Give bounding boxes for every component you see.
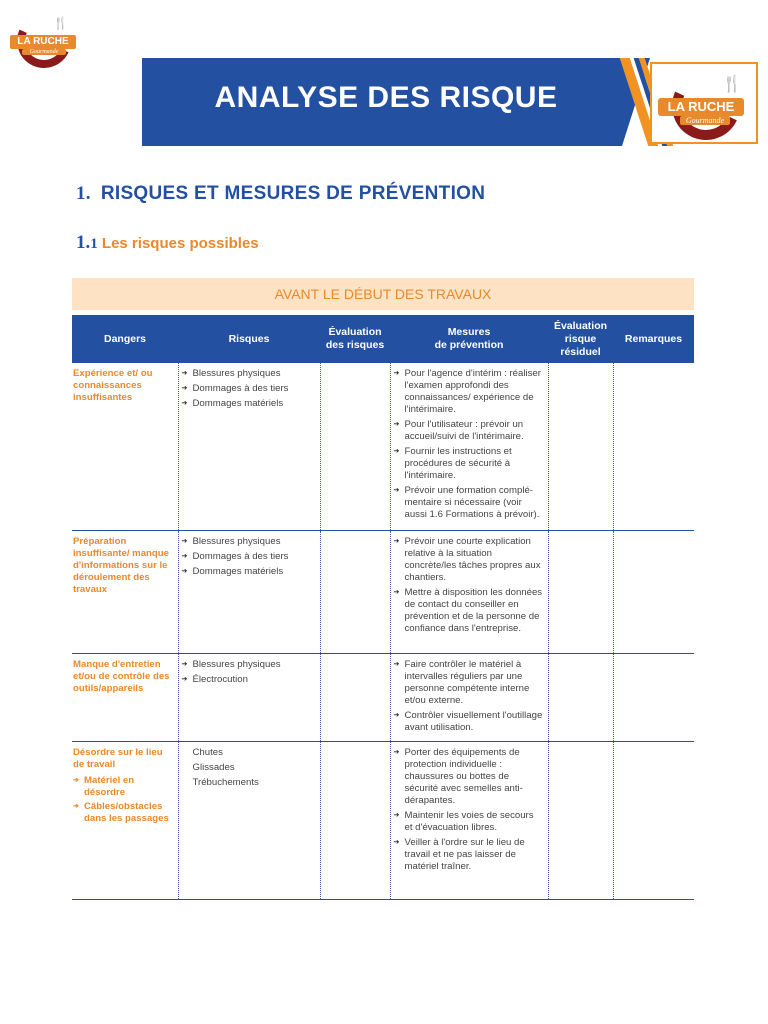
section-heading [76,183,485,205]
danger-cell [72,653,178,741]
measure-item: ➔ Prévoir une courte explication relative à la situation concrète/les tâches propres aux chantiers. [394,536,544,584]
danger-text: Expérience et/ ou connaissances insuffisantes [73,368,153,403]
measure-item: ➔ Pour l'utilisateur : prévoir un accueil/suivi de l'intérimaire. [394,419,544,443]
header-logo-box [650,62,758,144]
table-row [72,741,694,899]
risk-item: Trébuchements [192,776,259,788]
measure-item: ➔ Veiller à l'ordre sur le lieu de travail et ne pas laisser de matériel traîner. [394,837,544,873]
danger-text: Manque d'entretien et/ou de contrôle des outils/appareils [73,658,170,694]
table-row [72,363,694,530]
remarks-cell [613,741,694,899]
risk-evaluation-cell [320,741,390,899]
measures-cell [390,363,548,530]
column-header-mesures: Mesures de prévention [390,315,548,363]
danger-cell [72,363,178,530]
residual-evaluation-cell [548,741,613,899]
logo-text: LA RUCHE [10,35,76,49]
danger-text: Désordre sur le lieu de travail [73,746,163,770]
risk-item: ➔ Dommages matériels [182,398,320,410]
utensils-icon: 🍴 [53,16,68,30]
subsection-title: Les risques possibles [101,235,259,252]
danger-text: Préparation insuffisante/ manque d'informations sur le déroulement des travaux [73,535,169,595]
page-title: ANALYSE DES RISQUE [214,81,558,114]
header-banner [142,58,768,146]
measure-item: ➔ Faire contrôler le matériel à intervalles réguliers par une personne compétente interne et/ou externe. [394,659,544,707]
measure-item: ➔ Pour l'agence d'intérim : réaliser l'examen approfondi des connaissances/ expérience de l'intérimaire. [394,368,544,416]
remarks-cell [613,653,694,741]
measure-item: ➔ Fournir les instructions et procédures de sécurité à l'intérimaire. [394,446,544,482]
risks-cell [178,530,320,653]
measures-cell [390,741,548,899]
table-row [72,653,694,741]
risks-cell [178,653,320,741]
risk-evaluation-cell [320,653,390,741]
danger-sub-item: ➔ Matériel en désordre [73,775,174,799]
column-header-dangers: Dangers [72,315,178,363]
measure-item: ➔ Contrôler visuellement l'outillage avant utilisation. [394,710,544,734]
column-header-evaluation-risques: Évaluation des risques [320,315,390,363]
risk-item: ➔ Blessures physiques [182,368,320,380]
measure-item: ➔ Mettre à disposition les données de contact du conseiller en prévention et de la personne de confiance dans l'entreprise. [394,587,544,635]
risks-cell [178,363,320,530]
risk-item: ➔ Blessures physiques [182,536,320,548]
logo-subtext: Gourmande [22,49,66,55]
residual-evaluation-cell [548,363,613,530]
subsection-number: 1. [76,232,91,253]
risk-evaluation-cell [320,363,390,530]
risk-evaluation-cell [320,530,390,653]
risk-item: Chutes [192,746,223,758]
column-header-risques: Risques [178,315,320,363]
measures-cell [390,653,548,741]
risk-item: ➔ Électrocution [182,674,320,686]
danger-cell [72,741,178,899]
risk-table [72,315,694,900]
header-logo [654,68,758,142]
column-header-evaluation-residuel: Évaluation risque résiduel [548,315,613,363]
table-header-row [72,315,694,363]
risk-item: ➔ Blessures physiques [182,659,320,671]
risk-item: Glissades [192,761,235,773]
section-title: RISQUES ET MESURES DE PRÉVENTION [100,183,486,204]
header-logo-subtext: Gourmande [680,116,730,125]
phase-banner: AVANT LE DÉBUT DES TRAVAUX [72,278,694,310]
risk-item: ➔ Dommages matériels [182,566,320,578]
column-header-remarques: Remarques [613,315,694,363]
danger-cell [72,530,178,653]
table-row [72,530,694,653]
measure-item: ➔ Prévoir une formation complé-mentaire si nécessaire (voir aussi 1.6 Formations à prévoir). [394,485,544,521]
company-logo [8,10,78,70]
risk-item: ➔ Dommages à des tiers [182,383,320,395]
measures-cell [390,530,548,653]
danger-sub-item: ➔ Câbles/obstacles dans les passages [73,801,174,825]
section-number: 1. [76,183,91,204]
remarks-cell [613,530,694,653]
measure-item: ➔ Maintenir les voies de secours et d'évacuation libres. [394,810,544,834]
subsection-heading [76,232,259,254]
utensils-icon: 🍴 [722,74,742,93]
measure-item: ➔ Porter des équipements de protection individuelle : chaussures ou bottes de sécurité avec semelles anti-dérapantes. [394,747,544,807]
risks-cell [178,741,320,899]
risk-item: ➔ Dommages à des tiers [182,551,320,563]
residual-evaluation-cell [548,653,613,741]
subsection-number-sub: 1 [90,236,98,252]
remarks-cell [613,363,694,530]
residual-evaluation-cell [548,530,613,653]
header-logo-text: LA RUCHE [658,98,744,116]
